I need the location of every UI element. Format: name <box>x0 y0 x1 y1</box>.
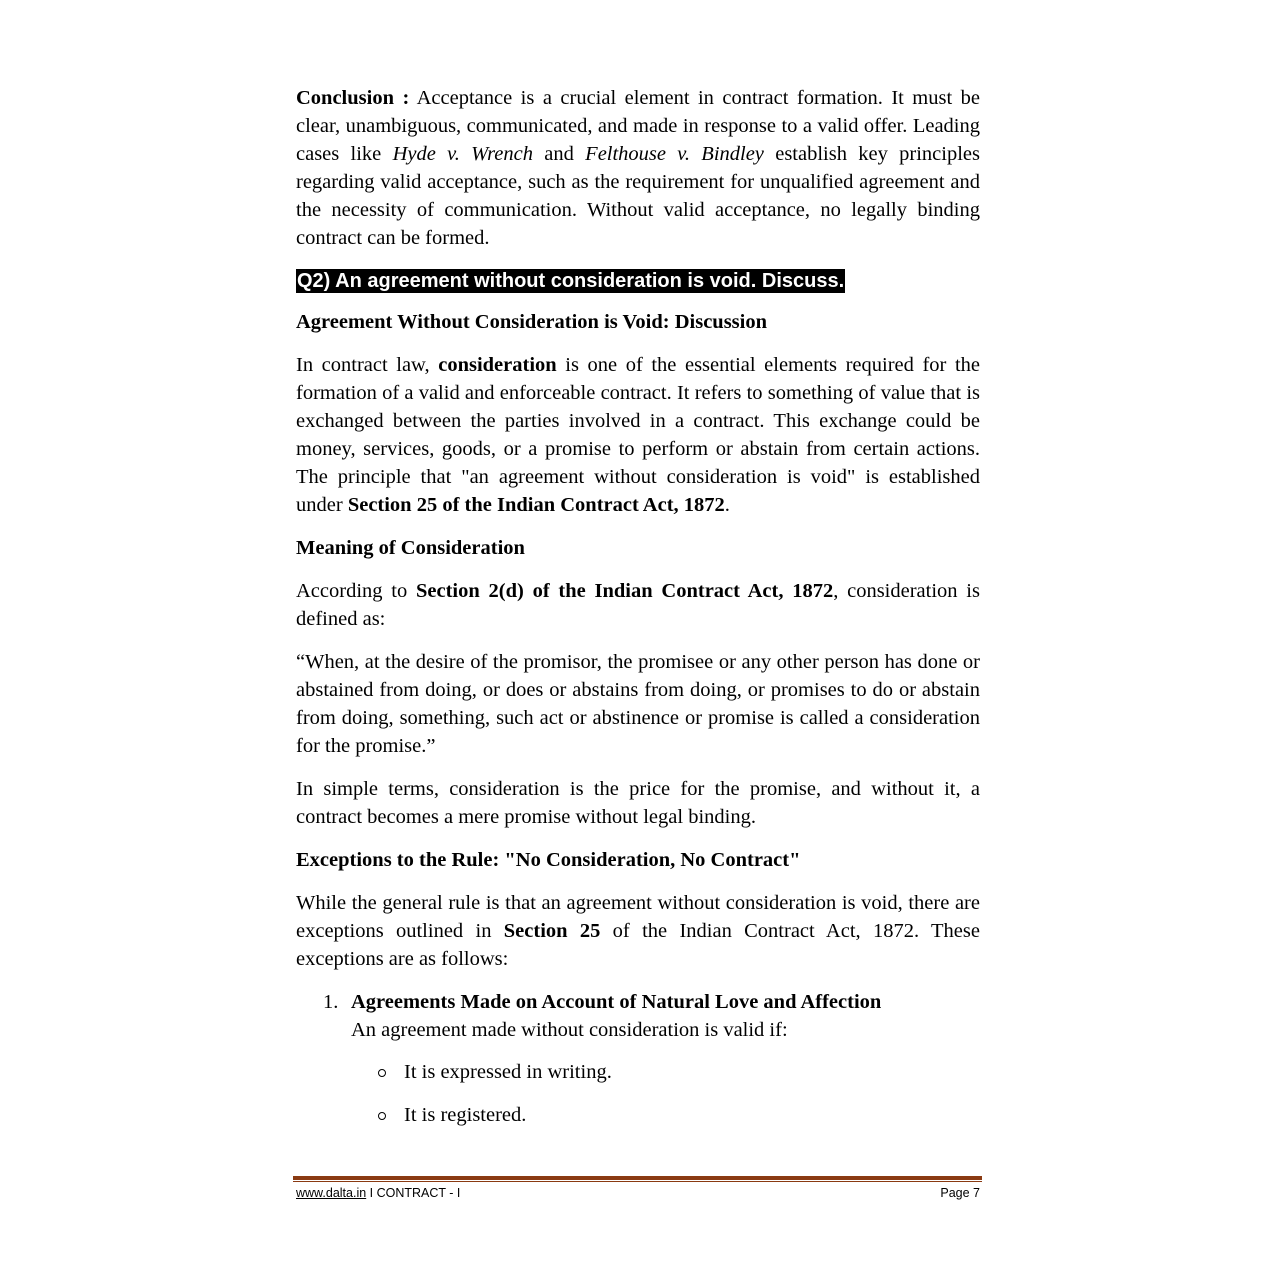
list-item <box>296 1058 980 1086</box>
exceptions-heading: Exceptions to the Rule: "No Consideration, No Contract" <box>296 849 801 871</box>
conclusion-text-3: establish key principles regarding valid acceptance, such as the requirement for unqualified agreement and the necessity of communication. Without valid acceptance, no legally binding contract can be formed. <box>296 143 980 249</box>
conclusion-text-2: and <box>532 143 586 165</box>
list-item <box>296 1101 980 1129</box>
intro-paragraph <box>296 351 980 519</box>
conditions-list <box>296 1058 980 1129</box>
conclusion-paragraph <box>296 84 980 252</box>
condition-text: It is expressed in writing. <box>404 1061 612 1083</box>
exceptions-list <box>296 988 980 1044</box>
intro-bold-section-25: Section 25 of the Indian Contract Act, 1872 <box>347 494 725 516</box>
intro-text-3: . <box>724 494 730 516</box>
discussion-heading: Agreement Without Consideration is Void: Discussion <box>296 311 767 333</box>
page-number: Page 7 <box>940 1186 980 1200</box>
exceptions-intro-text-1: While the general rule is that an agreement without consideration is void, there are exceptions outlined in <box>296 892 980 942</box>
exceptions-intro-bold-section-25: Section 25 <box>503 920 601 942</box>
document-body <box>296 84 980 1144</box>
conclusion-label: Conclusion : <box>296 87 410 109</box>
meaning-paragraph <box>296 577 980 633</box>
intro-text-1: In contract law, <box>296 354 439 376</box>
exceptions-intro-text-2: of the Indian Contract Act, 1872. These exceptions are as follows: <box>296 920 980 970</box>
exceptions-intro-paragraph <box>296 889 980 973</box>
meaning-bold-section-2d: Section 2(d) of the Indian Contract Act, 1872 <box>416 580 834 602</box>
condition-text: It is registered. <box>404 1104 527 1126</box>
footer-divider-thin <box>293 1181 982 1182</box>
list-item-description: An agreement made without consideration is valid if: <box>351 1019 788 1041</box>
circle-bullet-icon <box>378 1112 386 1120</box>
meaning-heading: Meaning of Consideration <box>296 537 525 559</box>
simple-terms-paragraph: In simple terms, consideration is the price for the promise, and without it, a contract becomes a mere promise without legal binding. <box>296 778 980 828</box>
website-link[interactable]: www.dalta.in <box>296 1186 367 1200</box>
question-wrapper <box>296 267 980 307</box>
meaning-text-1: According to <box>296 580 416 602</box>
footer-left <box>296 1185 460 1201</box>
footer-divider <box>293 1176 982 1180</box>
list-item <box>296 988 980 1044</box>
list-item-number: 1. <box>323 991 339 1013</box>
definition-quote: “When, at the desire of the promisor, the promisee or any other person has done or abstained from doing, or does or abstains from doing, or promises to do or abstain from doing, something, such act or abstinence or promise is called a consideration for the promise.” <box>296 651 980 757</box>
list-item-title: Agreements Made on Account of Natural Love and Affection <box>351 991 882 1013</box>
question-heading: Q2) An agreement without consideration is void. Discuss. <box>297 270 845 292</box>
case-name-hyde: Hyde v. Wrench <box>392 143 533 165</box>
intro-bold-consideration: consideration <box>438 354 557 376</box>
circle-bullet-icon <box>378 1069 386 1077</box>
conclusion-text-1: Acceptance is a crucial element in contract formation. It must be clear, unambiguous, communicated, and made in response to a valid offer. Leading cases like <box>296 87 980 165</box>
intro-text-2: is one of the essential elements required for the formation of a valid and enforceable contract. It refers to something of value that is exchanged between the parties involved in a contract. This exchange could be money, services, goods, or a promise to perform or abstain from certain actions. The principle that "an agreement without consideration is void" is established under <box>296 354 981 516</box>
case-name-felthouse: Felthouse v. Bindley <box>585 143 764 165</box>
footer-course: I CONTRACT - I <box>366 1186 461 1200</box>
meaning-text-2: , consideration is defined as: <box>296 580 980 630</box>
